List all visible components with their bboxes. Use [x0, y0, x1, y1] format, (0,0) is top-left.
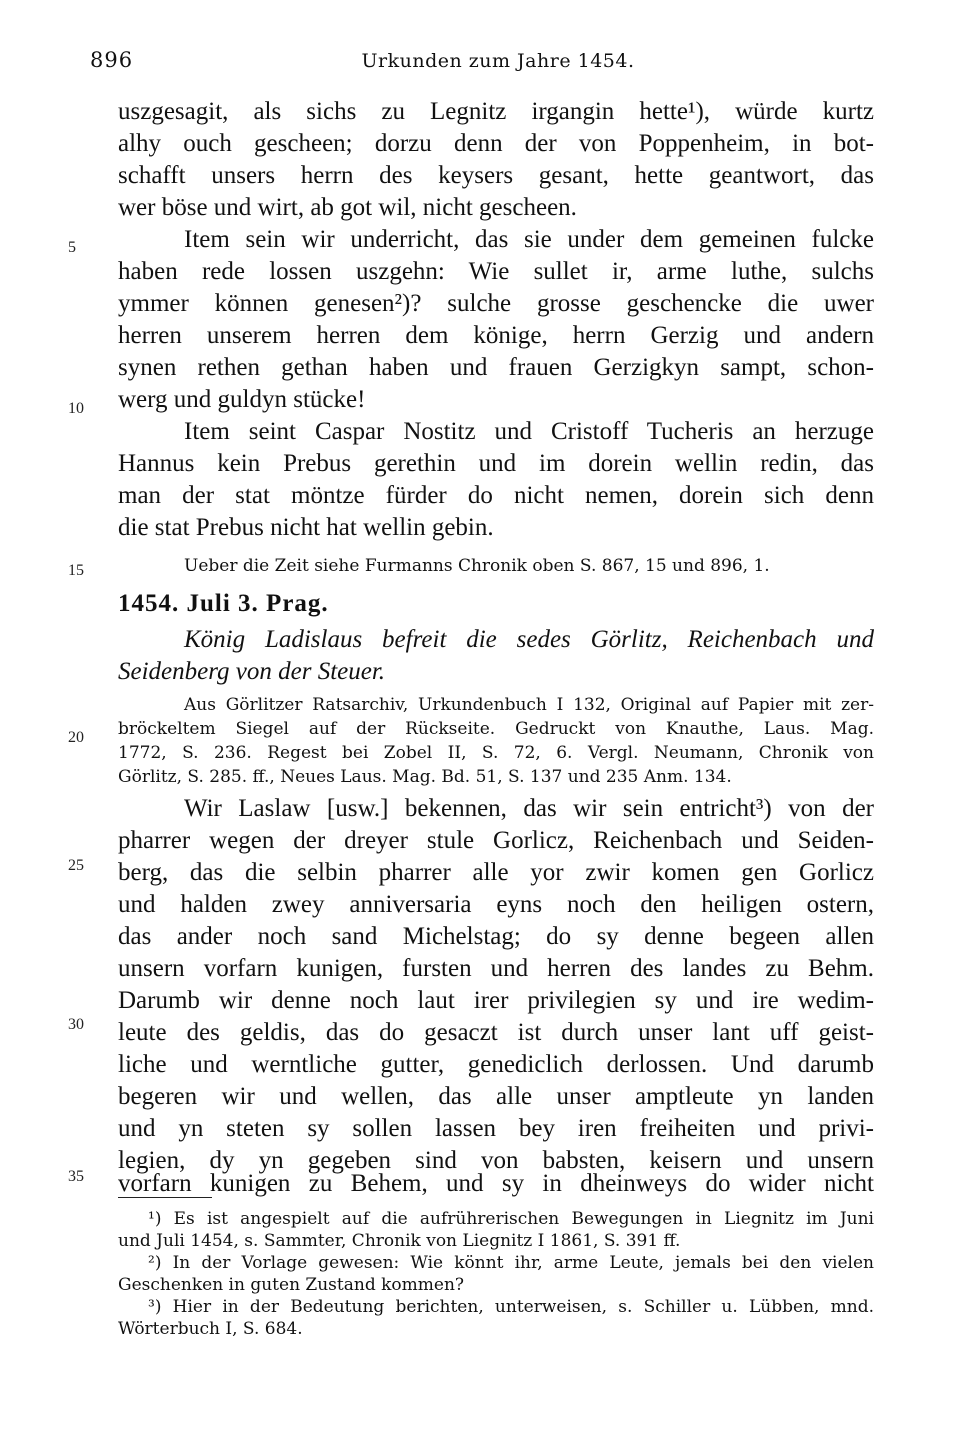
footnote-line: und Juli 1454, s. Sammter, Chronik von Liegnitz I 1861, S. 391 ff.	[118, 1231, 681, 1251]
source-line: Aus Görlitzer Ratsarchiv, Urkundenbuch I 132, Original auf Papier mit zer-	[184, 695, 874, 715]
body-line: Wir Laslaw [usw.] bekennen, das wir sein entricht³) von der	[184, 795, 874, 822]
line-number: 5	[68, 239, 76, 256]
source-line: bröckeltem Siegel auf der Rückseite. Gedruckt von Knauthe, Laus. Mag.	[118, 719, 874, 739]
body-line: Hannus kein Prebus gerethin und im dorein wellin redin, das	[118, 450, 874, 477]
source-line: Görlitz, S. 285. ff., Neues Laus. Mag. Bd. 51, S. 137 und 235 Anm. 134.	[118, 767, 732, 787]
line-number: 30	[68, 1016, 84, 1033]
body-line: und yn steten sy sollen lassen bey iren freiheiten und privi-	[118, 1115, 874, 1142]
body-line: man der stat möntze fürder do nicht nemen, dorein sich denn	[118, 482, 874, 509]
source-line: 1772, S. 236. Regest bei Zobel II, S. 72, 6. Vergl. Neumann, Chronik von	[118, 743, 874, 763]
body-line: schafft unsers herrn des keysers gesant, hette geantwort, das	[118, 162, 874, 189]
body-line: begeren wir und wellen, das alle unser amptleute yn landen	[118, 1083, 874, 1110]
body-line: vorfarn kunigen zu Behem, und sy in dheinweys do wider nicht	[118, 1170, 874, 1197]
editorial-note: Ueber die Zeit siehe Furmanns Chronik oben S. 867, 15 und 896, 1.	[184, 556, 770, 576]
body-line: das ander noch sand Michelstag; do sy denne begeen allen	[118, 923, 874, 950]
line-number: 20	[68, 729, 84, 746]
body-line: leute des geldis, das do gesaczt ist durch unser lant uff geist-	[118, 1019, 874, 1046]
body-line: uszgesagit, als sichs zu Legnitz irgangin hette¹), würde kurtz	[118, 98, 874, 125]
body-line: synen rethen gethan haben und frauen Gerzigkyn sampt, schon-	[118, 354, 874, 381]
line-number: 35	[68, 1168, 84, 1185]
body-line: wer böse und wirt, ab got wil, nicht gescheen.	[118, 194, 577, 221]
body-line: herren unserem herren dem könige, herrn Gerzig und andern	[118, 322, 874, 349]
body-line: haben rede lossen uszgehn: Wie sullet ir, arme luthe, sulchs	[118, 258, 874, 285]
document-summary: Seidenberg von der Steuer.	[118, 658, 386, 685]
body-line: unsern vorfarn kunigen, fursten und herren des landes zu Behm.	[118, 955, 874, 982]
body-line: alhy ouch gescheen; dorzu denn der von Poppenheim, in bot-	[118, 130, 874, 157]
footnote-divider	[118, 1197, 212, 1198]
body-line: Item sein wir underricht, das sie under dem gemeinen fulcke	[184, 226, 874, 253]
footnote-line: ²) In der Vorlage gewesen: Wie könnt ihr, arme Leute, jemals bei den vielen	[148, 1253, 874, 1273]
body-line: ymmer können genesen²)? sulche grosse geschencke die uwer	[118, 290, 874, 317]
body-line: pharrer wegen der dreyer stule Gorlicz, Reichenbach und Seiden-	[118, 827, 874, 854]
page-number: 896	[90, 48, 134, 72]
body-line: werg und guldyn stücke!	[118, 386, 366, 413]
body-line: legien, dy yn gegeben sind von babsten, keisern und unsern	[118, 1147, 874, 1174]
body-line: berg, das die selbin pharrer alle yor zwir komen gen Gorlicz	[118, 859, 874, 886]
footnote-line: Wörterbuch I, S. 684.	[118, 1319, 303, 1339]
line-number: 10	[68, 400, 84, 417]
document-title: 1454. Juli 3. Prag.	[118, 590, 329, 617]
body-line: Darumb wir denne noch laut irer privilegien sy und ire wedim-	[118, 987, 874, 1014]
page-header	[90, 48, 878, 78]
body-line: liche und werntliche gutter, genediclich derlossen. Und darumb	[118, 1051, 874, 1078]
body-line: und halden zwey anniversaria eyns noch den heiligen ostern,	[118, 891, 874, 918]
footnote-line: ¹) Es ist angespielt auf die aufrührerischen Bewegungen in Liegnitz im Juni	[148, 1209, 874, 1229]
footnote-line: ³) Hier in der Bedeutung berichten, unterweisen, s. Schiller u. Lübben, mnd.	[148, 1297, 874, 1317]
running-head: Urkunden zum Jahre 1454.	[361, 50, 635, 72]
body-line: die stat Prebus nicht hat wellin gebin.	[118, 514, 494, 541]
line-number: 25	[68, 857, 84, 874]
document-summary: König Ladislaus befreit die sedes Görlitz, Reichenbach und	[184, 626, 874, 653]
line-number: 15	[68, 562, 84, 579]
body-line: Item seint Caspar Nostitz und Cristoff Tucheris an herzuge	[184, 418, 874, 445]
footnote-line: Geschenken in guten Zustand kommen?	[118, 1275, 465, 1295]
